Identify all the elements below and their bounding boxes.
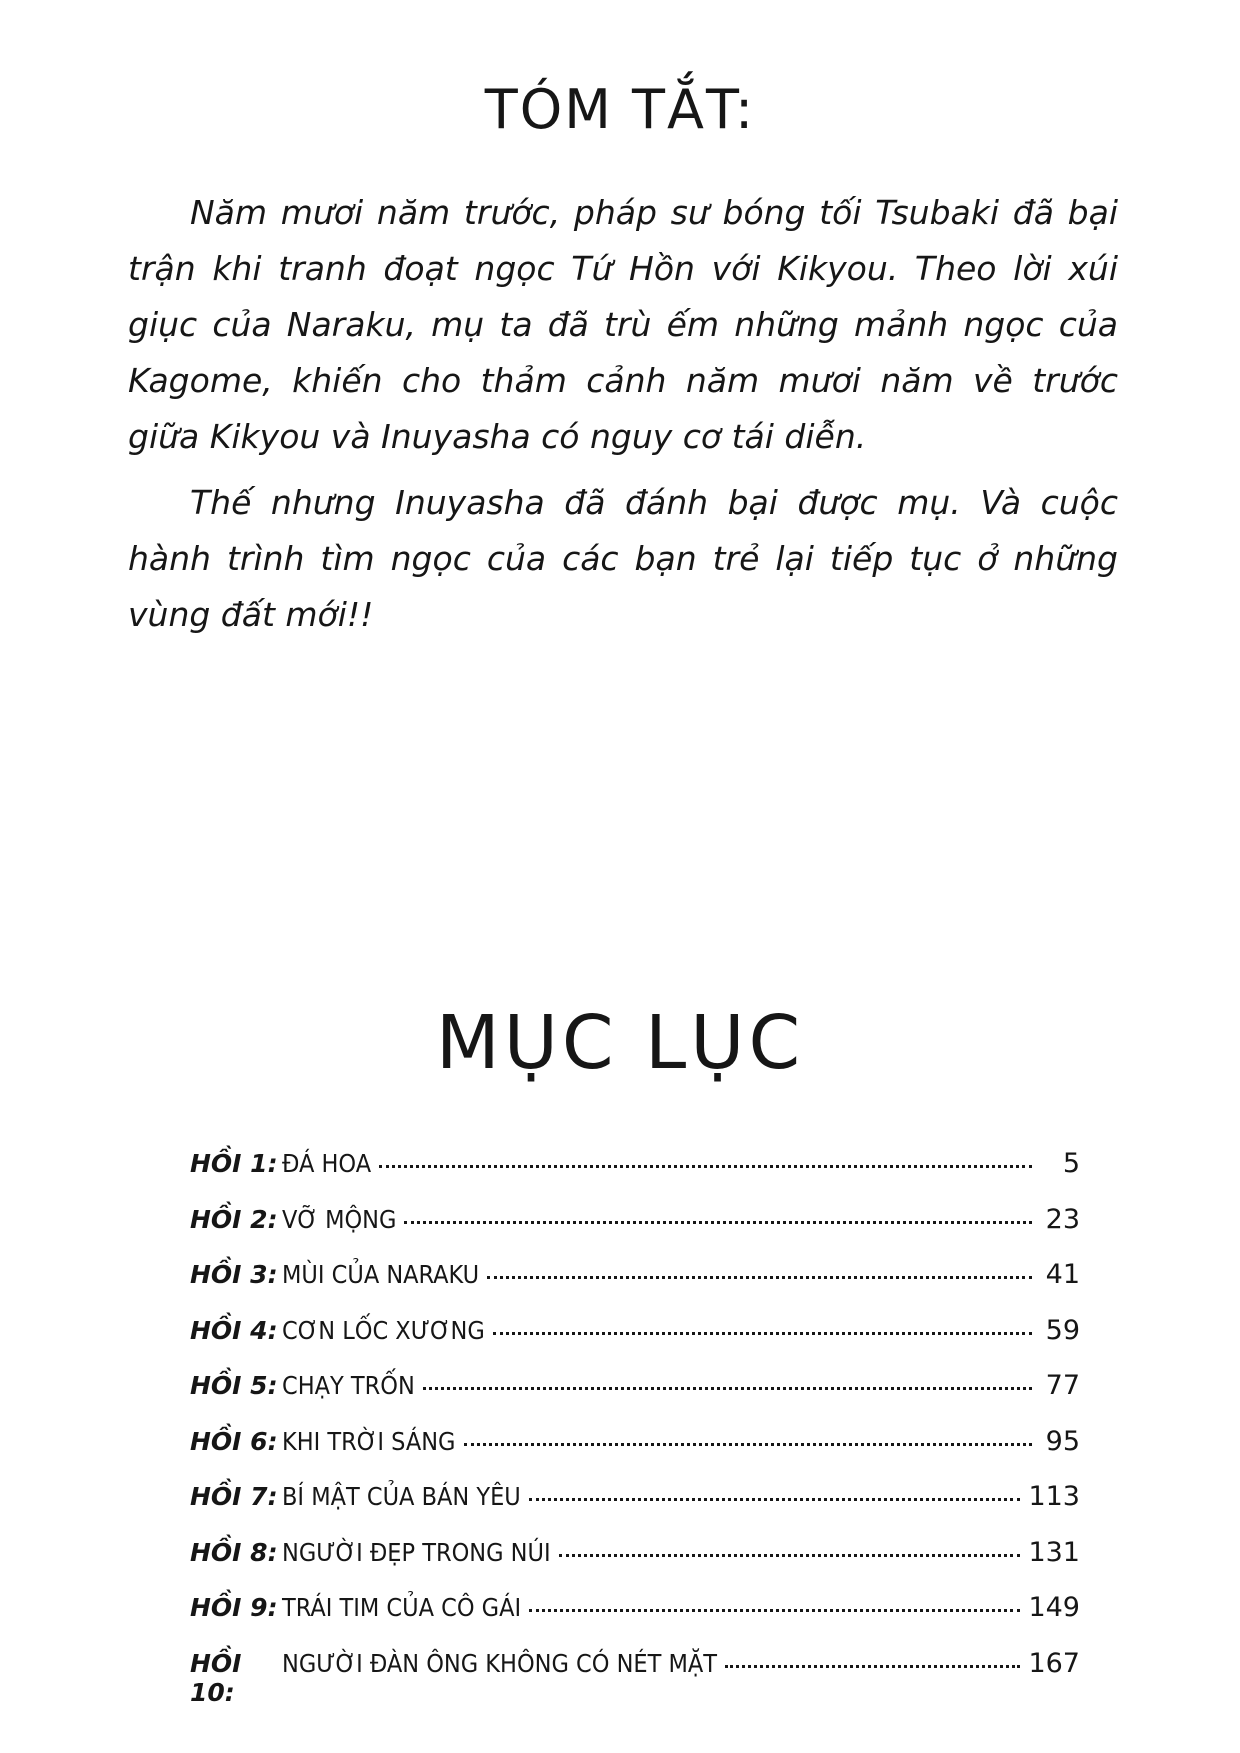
toc-chapter-name: NGƯỜI ĐÀN ÔNG KHÔNG CÓ NÉT MẶT bbox=[282, 1648, 718, 1678]
toc-entry bbox=[190, 1204, 1080, 1260]
toc-chapter-number: HỒI 10: bbox=[190, 1648, 242, 1707]
toc-leader-dots bbox=[379, 1165, 1032, 1168]
toc-leader-dots bbox=[529, 1498, 1021, 1501]
toc-entry bbox=[190, 1537, 1080, 1593]
toc-entry bbox=[190, 1481, 1080, 1537]
toc-chapter-name: MÙI CỦA NARAKU bbox=[282, 1260, 480, 1289]
toc-page-number: 131 bbox=[1028, 1536, 1080, 1568]
toc-entry bbox=[190, 1592, 1080, 1648]
toc-page-number: 59 bbox=[1045, 1314, 1080, 1346]
toc-chapter-number: HỒI 3: bbox=[190, 1260, 278, 1289]
toc-chapter-name: VỠ MỘNG bbox=[282, 1204, 397, 1234]
toc-page-number: 5 bbox=[1062, 1148, 1080, 1179]
toc-chapter-name: CHẠY TRỐN bbox=[282, 1371, 415, 1400]
toc-leader-dots bbox=[559, 1554, 1021, 1557]
toc-entry bbox=[190, 1259, 1080, 1315]
toc-leader-dots bbox=[529, 1609, 1020, 1612]
toc-title: MỤC LỤC bbox=[435, 1000, 805, 1086]
toc-chapter-number: HỒI 4: bbox=[190, 1315, 278, 1345]
toc-chapter-name: CƠN LỐC XƯƠNG bbox=[282, 1315, 485, 1345]
toc-chapter-number: HỒI 1: bbox=[190, 1149, 278, 1178]
summary-paragraph: Thế nhưng Inuyasha đã đánh bại được mụ. Và cuộc hành trình tìm ngọc của các bạn trẻ lại tiếp tục ở những vùng đất mới!! bbox=[128, 483, 1118, 634]
toc-page-number: 113 bbox=[1028, 1481, 1080, 1512]
toc-chapter-number: HỒI 7: bbox=[190, 1482, 278, 1511]
toc-entry bbox=[190, 1647, 1080, 1707]
toc-leader-dots bbox=[725, 1665, 1020, 1668]
toc-page-number: 23 bbox=[1045, 1203, 1080, 1235]
toc-chapter-name: KHI TRỜI SÁNG bbox=[282, 1426, 456, 1456]
toc-page-number: 77 bbox=[1045, 1370, 1080, 1401]
toc-chapter-number: HỒI 6: bbox=[190, 1426, 278, 1456]
toc-chapter-name: TRÁI TIM CỦA CÔ GÁI bbox=[282, 1593, 522, 1622]
toc-entry bbox=[190, 1148, 1080, 1204]
toc-chapter-number: HỒI 2: bbox=[190, 1204, 278, 1234]
toc-entry bbox=[190, 1426, 1080, 1482]
toc-chapter-name: ĐÁ HOA bbox=[282, 1149, 372, 1178]
toc-page-number: 95 bbox=[1045, 1425, 1080, 1457]
summary-paragraph: Năm mươi năm trước, pháp sư bóng tối Tsubaki đã bại trận khi tranh đoạt ngọc Tứ Hồn với Kikyou. Theo lời xúi giục của Naraku, mụ ta đã trù ếm những mảnh ngọc của Kagome, khiến cho thảm cảnh năm mươi năm về trước giữa Kikyou và Inuyasha có nguy cơ tái diễn. bbox=[128, 193, 1118, 456]
summary-body bbox=[128, 185, 1118, 653]
toc-chapter-name: NGƯỜI ĐẸP TRONG NÚI bbox=[282, 1537, 551, 1567]
toc-page-number: 149 bbox=[1028, 1592, 1080, 1623]
toc-entry bbox=[190, 1315, 1080, 1371]
toc-leader-dots bbox=[464, 1443, 1033, 1446]
toc-leader-dots bbox=[404, 1221, 1032, 1224]
toc-entry bbox=[190, 1370, 1080, 1426]
toc-chapter-number: HỒI 5: bbox=[190, 1371, 278, 1400]
toc-chapter-number: HỒI 9: bbox=[190, 1593, 278, 1622]
toc-leader-dots bbox=[487, 1276, 1032, 1279]
toc-leader-dots bbox=[493, 1332, 1032, 1335]
toc-chapter-name: BÍ MẬT CỦA BÁN YÊU bbox=[282, 1482, 521, 1511]
toc-page-number: 41 bbox=[1045, 1259, 1080, 1290]
table-of-contents bbox=[190, 1148, 1080, 1707]
toc-leader-dots bbox=[423, 1387, 1032, 1390]
toc-chapter-number: HỒI 8: bbox=[190, 1537, 278, 1567]
summary-title: TÓM TẮT: bbox=[484, 78, 756, 141]
toc-page-number: 167 bbox=[1028, 1647, 1080, 1679]
